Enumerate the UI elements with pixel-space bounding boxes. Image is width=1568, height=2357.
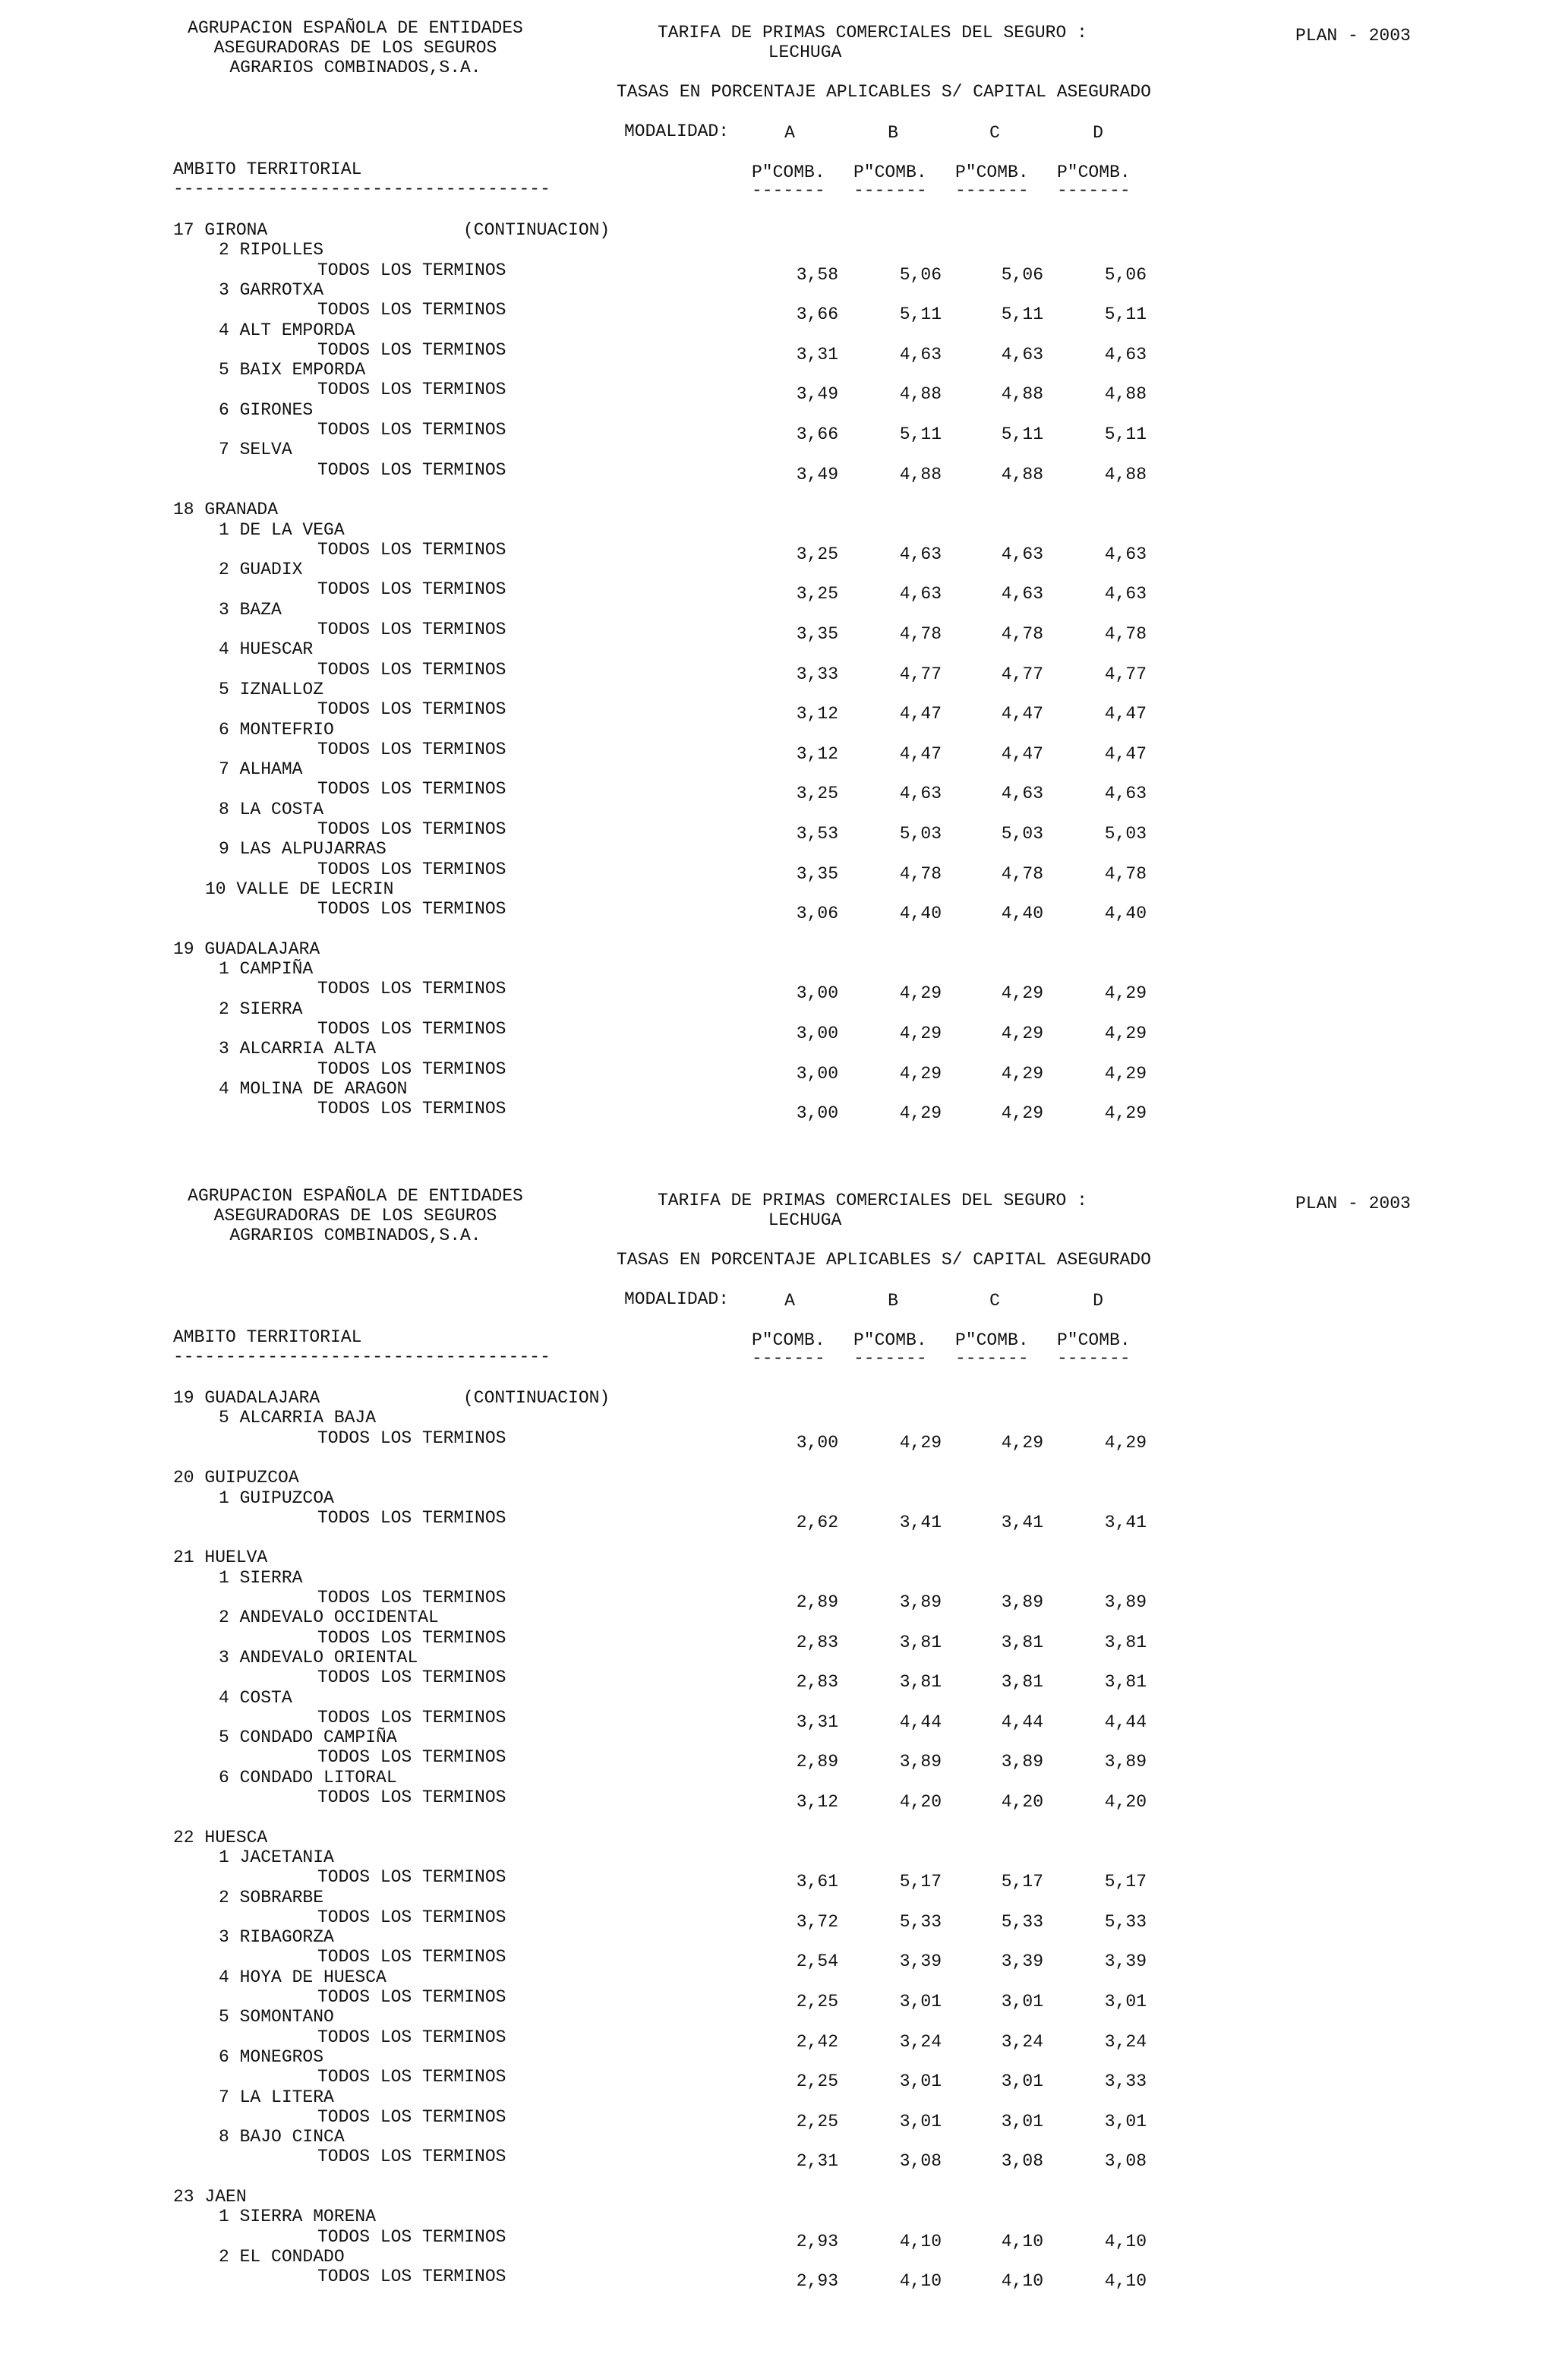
term-label: TODOS LOS TERMINOS — [317, 1588, 506, 1608]
ambito-rule: ------------------------------------ — [173, 179, 551, 199]
rate-c: 3,89 — [1001, 1592, 1043, 1612]
rate-c: 5,11 — [1001, 304, 1043, 325]
rates-caption: TASAS EN PORCENTAJE APLICABLES S/ CAPITAL ASEGURADO — [617, 1250, 1151, 1270]
term-label: TODOS LOS TERMINOS — [317, 1507, 506, 1528]
term-label: TODOS LOS TERMINOS — [317, 339, 506, 360]
rate-a: 3,33 — [796, 664, 838, 684]
modalidad-b: B — [888, 1291, 898, 1311]
term-label: TODOS LOS TERMINOS — [317, 1668, 506, 1688]
comarca-name: 1 SIERRA MORENA — [219, 2207, 377, 2227]
rate-a: 3,00 — [796, 1432, 838, 1453]
col-header-a: P"COMB. — [752, 1330, 825, 1350]
province-heading: 23 JAEN — [173, 2187, 247, 2207]
term-label: TODOS LOS TERMINOS — [317, 1059, 506, 1079]
rate-b: 4,63 — [899, 344, 942, 364]
rate-d: 4,63 — [1104, 344, 1147, 364]
rate-a: 3,06 — [796, 904, 838, 924]
rate-b: 5,11 — [899, 304, 942, 325]
rate-d: 4,44 — [1104, 1712, 1147, 1732]
term-label: TODOS LOS TERMINOS — [317, 1867, 506, 1888]
term-label: TODOS LOS TERMINOS — [317, 979, 506, 999]
comarca-name: 2 SIERRA — [219, 999, 303, 1019]
rate-a: 3,49 — [796, 384, 838, 405]
modalidad-d: D — [1093, 1291, 1103, 1311]
rate-b: 4,47 — [899, 743, 942, 764]
rate-d: 4,29 — [1104, 1024, 1147, 1043]
rate-a: 3,35 — [796, 624, 838, 644]
modalidad-c: C — [989, 123, 1000, 143]
comarca-name: 2 ANDEVALO OCCIDENTAL — [219, 1608, 439, 1628]
rate-a: 2,31 — [796, 2151, 838, 2172]
term-label: TODOS LOS TERMINOS — [317, 2067, 506, 2087]
rate-d: 4,47 — [1104, 743, 1147, 764]
rate-b: 3,39 — [899, 1952, 942, 1972]
term-label: TODOS LOS TERMINOS — [317, 2027, 506, 2047]
term-label: TODOS LOS TERMINOS — [317, 699, 506, 720]
term-label: TODOS LOS TERMINOS — [317, 819, 506, 839]
rate-a: 3,58 — [796, 264, 838, 285]
rate-d: 4,88 — [1104, 384, 1147, 405]
ambito-rule: ------------------------------------ — [173, 1347, 551, 1367]
rate-b: 4,88 — [899, 464, 942, 484]
ambito-label: AMBITO TERRITORIAL — [173, 159, 362, 179]
comarca-name: 7 LA LITERA — [219, 2087, 334, 2107]
term-label: TODOS LOS TERMINOS — [317, 1428, 506, 1448]
modalidad-a: A — [784, 1291, 795, 1311]
province-heading: 22 HUESCA — [173, 1827, 268, 1847]
comarca-name: 2 EL CONDADO — [219, 2246, 345, 2267]
col-header-b: P"COMB. — [853, 1330, 927, 1350]
comarca-name: 2 GUADIX — [219, 560, 303, 580]
rate-c: 4,63 — [1001, 784, 1043, 804]
rate-d: 3,89 — [1104, 1752, 1147, 1772]
rate-c: 3,89 — [1001, 1752, 1043, 1772]
term-label: TODOS LOS TERMINOS — [317, 1099, 506, 1119]
comarca-name: 9 LAS ALPUJARRAS — [219, 839, 386, 860]
rate-b: 4,63 — [899, 584, 942, 604]
rate-d: 4,78 — [1104, 624, 1147, 644]
rate-c: 5,03 — [1001, 824, 1043, 844]
rate-a: 2,89 — [796, 1752, 838, 1772]
org-name-line-2: ASEGURADORAS DE LOS SEGUROS — [213, 1206, 497, 1226]
comarca-name: 4 HUESCAR — [219, 639, 314, 660]
rate-c: 4,10 — [1001, 2271, 1043, 2292]
rate-a: 2,93 — [796, 2231, 838, 2251]
comarca-name: 5 IZNALLOZ — [219, 679, 324, 699]
rate-d: 4,10 — [1104, 2231, 1147, 2251]
rate-d: 4,10 — [1104, 2271, 1147, 2292]
rate-d: 3,41 — [1104, 1512, 1147, 1532]
tariff-crop: LECHUGA — [768, 43, 842, 62]
tariff-title: TARIFA DE PRIMAS COMERCIALES DEL SEGURO : — [658, 23, 1087, 43]
comarca-name: 2 RIPOLLES — [219, 240, 324, 260]
rate-a: 3,49 — [796, 464, 838, 484]
rate-a: 3,25 — [796, 584, 838, 604]
org-name-line-2: ASEGURADORAS DE LOS SEGUROS — [213, 38, 497, 58]
plan-label: PLAN - 2003 — [1295, 1194, 1411, 1213]
rate-d: 4,78 — [1104, 863, 1147, 884]
modalidad-a: A — [784, 123, 795, 143]
term-label: TODOS LOS TERMINOS — [317, 1987, 506, 2007]
rate-b: 4,29 — [899, 1103, 942, 1124]
rate-b: 4,44 — [899, 1712, 942, 1732]
rate-b: 5,17 — [899, 1872, 942, 1892]
comarca-name: 6 GIRONES — [219, 399, 314, 420]
rate-c: 4,78 — [1001, 863, 1043, 884]
rate-c: 5,06 — [1001, 264, 1043, 285]
term-label: TODOS LOS TERMINOS — [317, 380, 506, 400]
tariff-page-1 — [0, 0, 1568, 1177]
rate-b: 4,47 — [899, 704, 942, 724]
rate-d: 4,63 — [1104, 544, 1147, 564]
rate-c: 3,01 — [1001, 2111, 1043, 2131]
rate-d: 4,63 — [1104, 784, 1147, 804]
term-label: TODOS LOS TERMINOS — [317, 459, 506, 480]
rate-a: 2,83 — [796, 1672, 838, 1693]
col-rule-d: ------- — [1057, 1349, 1131, 1368]
modalidad-label: MODALIDAD: — [624, 1289, 730, 1309]
rate-c: 4,29 — [1001, 1103, 1043, 1124]
rate-b: 4,40 — [899, 904, 942, 924]
comarca-name: 3 RIBAGORZA — [219, 1927, 334, 1948]
rate-c: 3,24 — [1001, 2031, 1043, 2052]
rate-d: 3,01 — [1104, 1992, 1147, 2011]
rate-b: 5,06 — [899, 264, 942, 285]
rate-a: 2,25 — [796, 2111, 838, 2131]
term-label: TODOS LOS TERMINOS — [317, 659, 506, 680]
comarca-name: 5 SOMONTANO — [219, 2007, 334, 2027]
rate-a: 2,93 — [796, 2271, 838, 2292]
continuation-note: (CONTINUACION) — [463, 220, 610, 240]
tariff-page-2 — [0, 1168, 1568, 2345]
rate-a: 3,31 — [796, 344, 838, 364]
rate-b: 4,78 — [899, 624, 942, 644]
rate-a: 2,25 — [796, 1992, 838, 2011]
continuation-note: (CONTINUACION) — [463, 1388, 610, 1408]
rate-d: 4,29 — [1104, 1063, 1147, 1084]
col-header-b: P"COMB. — [853, 162, 927, 182]
term-label: TODOS LOS TERMINOS — [317, 539, 506, 560]
comarca-name: 1 CAMPIÑA — [219, 959, 314, 980]
comarca-name: 4 ALT EMPORDA — [219, 320, 355, 340]
rate-d: 3,81 — [1104, 1632, 1147, 1652]
rate-d: 3,24 — [1104, 2031, 1147, 2052]
rate-d: 4,29 — [1104, 1432, 1147, 1453]
rate-c: 4,20 — [1001, 1792, 1043, 1812]
rate-c: 3,08 — [1001, 2151, 1043, 2172]
term-label: TODOS LOS TERMINOS — [317, 1707, 506, 1728]
rate-c: 4,40 — [1001, 904, 1043, 924]
rate-b: 5,33 — [899, 1911, 942, 1932]
rate-a: 3,66 — [796, 424, 838, 444]
rate-b: 4,77 — [899, 664, 942, 684]
term-label: TODOS LOS TERMINOS — [317, 1907, 506, 1927]
col-rule-b: ------- — [853, 1349, 927, 1368]
col-header-a: P"COMB. — [752, 162, 825, 182]
rate-c: 3,41 — [1001, 1512, 1043, 1532]
rate-d: 4,20 — [1104, 1792, 1147, 1812]
rate-d: 4,88 — [1104, 464, 1147, 484]
rate-d: 5,11 — [1104, 304, 1147, 325]
modalidad-label: MODALIDAD: — [624, 121, 730, 141]
col-rule-c: ------- — [955, 1349, 1029, 1368]
comarca-name: 5 BAIX EMPORDA — [219, 360, 366, 380]
comarca-name: 8 BAJO CINCA — [219, 2127, 345, 2147]
rate-d: 3,39 — [1104, 1952, 1147, 1972]
rates-caption: TASAS EN PORCENTAJE APLICABLES S/ CAPITAL ASEGURADO — [617, 82, 1151, 102]
province-heading: 18 GRANADA — [173, 500, 279, 520]
rate-c: 4,63 — [1001, 344, 1043, 364]
rate-a: 3,12 — [796, 704, 838, 724]
rate-a: 2,83 — [796, 1632, 838, 1652]
comarca-name: 1 SIERRA — [219, 1567, 303, 1588]
term-label: TODOS LOS TERMINOS — [317, 859, 506, 879]
comarca-name: 4 COSTA — [219, 1687, 292, 1708]
rate-c: 4,44 — [1001, 1712, 1043, 1732]
col-rule-a: ------- — [752, 1349, 825, 1368]
rate-b: 4,63 — [899, 784, 942, 804]
comarca-name: 2 SOBRARBE — [219, 1887, 324, 1907]
rate-b: 4,29 — [899, 1432, 942, 1453]
rate-b: 3,24 — [899, 2031, 942, 2052]
rate-a: 3,00 — [796, 1024, 838, 1043]
comarca-name: 1 DE LA VEGA — [219, 519, 345, 540]
rate-d: 4,29 — [1104, 983, 1147, 1004]
rate-a: 3,31 — [796, 1712, 838, 1732]
comarca-name: 1 GUIPUZCOA — [219, 1488, 334, 1508]
col-rule-d: ------- — [1057, 181, 1131, 200]
rate-d: 3,08 — [1104, 2151, 1147, 2172]
comarca-name: 3 BAZA — [219, 599, 282, 620]
org-name-line-3: AGRARIOS COMBINADOS,S.A. — [229, 1226, 481, 1245]
rate-a: 3,35 — [796, 863, 838, 884]
comarca-name: 8 LA COSTA — [219, 799, 324, 819]
rate-a: 2,89 — [796, 1592, 838, 1612]
rate-c: 4,63 — [1001, 544, 1043, 564]
rate-b: 3,01 — [899, 2071, 942, 2092]
term-label: TODOS LOS TERMINOS — [317, 300, 506, 320]
rate-d: 3,81 — [1104, 1672, 1147, 1693]
org-name-line-1: AGRUPACION ESPAÑOLA DE ENTIDADES — [188, 18, 523, 38]
rate-a: 3,00 — [796, 1103, 838, 1124]
province-heading: 20 GUIPUZCOA — [173, 1468, 299, 1488]
term-label: TODOS LOS TERMINOS — [317, 1787, 506, 1807]
term-label: TODOS LOS TERMINOS — [317, 1627, 506, 1648]
col-header-c: P"COMB. — [955, 162, 1029, 182]
rate-d: 5,11 — [1104, 424, 1147, 444]
comarca-name: 3 GARROTXA — [219, 279, 324, 300]
rate-d: 3,33 — [1104, 2071, 1147, 2092]
term-label: TODOS LOS TERMINOS — [317, 1019, 506, 1039]
rate-b: 3,81 — [899, 1672, 942, 1693]
rate-a: 3,61 — [796, 1872, 838, 1892]
term-label: TODOS LOS TERMINOS — [317, 620, 506, 639]
modalidad-c: C — [989, 1291, 1000, 1311]
rate-c: 4,29 — [1001, 1432, 1043, 1453]
rate-c: 4,29 — [1001, 1024, 1043, 1043]
comarca-name: 10 VALLE DE LECRIN — [205, 879, 394, 899]
rate-a: 3,25 — [796, 784, 838, 804]
rate-a: 2,42 — [796, 2031, 838, 2052]
rate-b: 3,01 — [899, 1992, 942, 2011]
comarca-name: 4 HOYA DE HUESCA — [219, 1967, 386, 1987]
term-label: TODOS LOS TERMINOS — [317, 2267, 506, 2287]
rate-c: 3,39 — [1001, 1952, 1043, 1972]
col-rule-a: ------- — [752, 181, 825, 200]
comarca-name: 6 CONDADO LITORAL — [219, 1767, 397, 1787]
comarca-name: 3 ALCARRIA ALTA — [219, 1039, 377, 1059]
rate-d: 4,47 — [1104, 704, 1147, 724]
rate-b: 4,20 — [899, 1792, 942, 1812]
rate-b: 4,29 — [899, 1063, 942, 1084]
term-label: TODOS LOS TERMINOS — [317, 1747, 506, 1768]
rate-d: 3,89 — [1104, 1592, 1147, 1612]
term-label: TODOS LOS TERMINOS — [317, 1947, 506, 1967]
rate-b: 5,03 — [899, 824, 942, 844]
rate-a: 3,00 — [796, 983, 838, 1004]
rate-b: 4,63 — [899, 544, 942, 564]
col-rule-b: ------- — [853, 181, 927, 200]
term-label: TODOS LOS TERMINOS — [317, 579, 506, 600]
rate-b: 3,89 — [899, 1752, 942, 1772]
rate-a: 3,53 — [796, 824, 838, 844]
rate-c: 3,81 — [1001, 1632, 1043, 1652]
rate-c: 3,81 — [1001, 1672, 1043, 1693]
modalidad-d: D — [1093, 123, 1103, 143]
rate-c: 4,88 — [1001, 464, 1043, 484]
col-header-d: P"COMB. — [1057, 162, 1131, 182]
term-label: TODOS LOS TERMINOS — [317, 260, 506, 280]
rate-d: 4,29 — [1104, 1103, 1147, 1124]
col-header-c: P"COMB. — [955, 1330, 1029, 1350]
rate-b: 3,01 — [899, 2111, 942, 2131]
term-label: TODOS LOS TERMINOS — [317, 779, 506, 800]
rate-a: 2,54 — [796, 1952, 838, 1972]
rate-d: 4,77 — [1104, 664, 1147, 684]
modalidad-b: B — [888, 123, 898, 143]
col-rule-c: ------- — [955, 181, 1029, 200]
comarca-name: 6 MONEGROS — [219, 2046, 324, 2067]
rate-c: 4,29 — [1001, 1063, 1043, 1084]
province-heading: 21 HUELVA — [173, 1548, 268, 1568]
term-label: TODOS LOS TERMINOS — [317, 739, 506, 759]
org-name-line-1: AGRUPACION ESPAÑOLA DE ENTIDADES — [188, 1186, 523, 1206]
rate-b: 4,29 — [899, 1024, 942, 1043]
rate-c: 5,33 — [1001, 1911, 1043, 1932]
rate-b: 5,11 — [899, 424, 942, 444]
rate-b: 3,89 — [899, 1592, 942, 1612]
province-heading: 17 GIRONA — [173, 220, 268, 240]
comarca-name: 6 MONTEFRIO — [219, 719, 334, 740]
rate-a: 3,72 — [796, 1911, 838, 1932]
term-label: TODOS LOS TERMINOS — [317, 2226, 506, 2247]
rate-a: 2,62 — [796, 1512, 838, 1532]
rate-b: 4,29 — [899, 983, 942, 1004]
rate-b: 3,08 — [899, 2151, 942, 2172]
rate-c: 5,11 — [1001, 424, 1043, 444]
rate-d: 4,40 — [1104, 904, 1147, 924]
comarca-name: 7 ALHAMA — [219, 759, 303, 780]
rate-b: 4,78 — [899, 863, 942, 884]
rate-b: 4,10 — [899, 2231, 942, 2251]
rate-c: 5,17 — [1001, 1872, 1043, 1892]
rate-a: 3,66 — [796, 304, 838, 325]
rate-c: 3,01 — [1001, 1992, 1043, 2011]
rate-d: 3,01 — [1104, 2111, 1147, 2131]
rate-a: 3,25 — [796, 544, 838, 564]
plan-label: PLAN - 2003 — [1295, 26, 1411, 46]
rate-c: 4,77 — [1001, 664, 1043, 684]
rate-a: 3,00 — [796, 1063, 838, 1084]
term-label: TODOS LOS TERMINOS — [317, 2106, 506, 2127]
term-label: TODOS LOS TERMINOS — [317, 899, 506, 920]
comarca-name: 3 ANDEVALO ORIENTAL — [219, 1647, 418, 1668]
rate-d: 5,33 — [1104, 1911, 1147, 1932]
rate-d: 5,03 — [1104, 824, 1147, 844]
comarca-name: 4 MOLINA DE ARAGON — [219, 1078, 408, 1099]
tariff-title: TARIFA DE PRIMAS COMERCIALES DEL SEGURO : — [658, 1191, 1087, 1210]
comarca-name: 7 SELVA — [219, 440, 292, 460]
term-label: TODOS LOS TERMINOS — [317, 420, 506, 440]
rate-c: 4,10 — [1001, 2231, 1043, 2251]
province-heading: 19 GUADALAJARA — [173, 939, 320, 959]
province-heading: 19 GUADALAJARA — [173, 1388, 320, 1408]
rate-c: 4,78 — [1001, 624, 1043, 644]
rate-c: 3,01 — [1001, 2071, 1043, 2092]
rate-b: 3,41 — [899, 1512, 942, 1532]
rate-b: 4,10 — [899, 2271, 942, 2292]
comarca-name: 5 CONDADO CAMPIÑA — [219, 1728, 397, 1748]
tariff-crop: LECHUGA — [768, 1210, 842, 1230]
rate-d: 5,17 — [1104, 1872, 1147, 1892]
rate-d: 4,63 — [1104, 584, 1147, 604]
rate-c: 4,88 — [1001, 384, 1043, 405]
rate-c: 4,29 — [1001, 983, 1043, 1004]
rate-a: 2,25 — [796, 2071, 838, 2092]
term-label: TODOS LOS TERMINOS — [317, 2147, 506, 2167]
rate-c: 4,63 — [1001, 584, 1043, 604]
rate-c: 4,47 — [1001, 704, 1043, 724]
rate-c: 4,47 — [1001, 743, 1043, 764]
comarca-name: 1 JACETANIA — [219, 1847, 334, 1867]
rate-d: 5,06 — [1104, 264, 1147, 285]
comarca-name: 5 ALCARRIA BAJA — [219, 1408, 377, 1428]
rate-a: 3,12 — [796, 1792, 838, 1812]
org-name-line-3: AGRARIOS COMBINADOS,S.A. — [229, 58, 481, 77]
rate-a: 3,12 — [796, 743, 838, 764]
col-header-d: P"COMB. — [1057, 1330, 1131, 1350]
rate-b: 3,81 — [899, 1632, 942, 1652]
ambito-label: AMBITO TERRITORIAL — [173, 1327, 362, 1347]
rate-b: 4,88 — [899, 384, 942, 405]
